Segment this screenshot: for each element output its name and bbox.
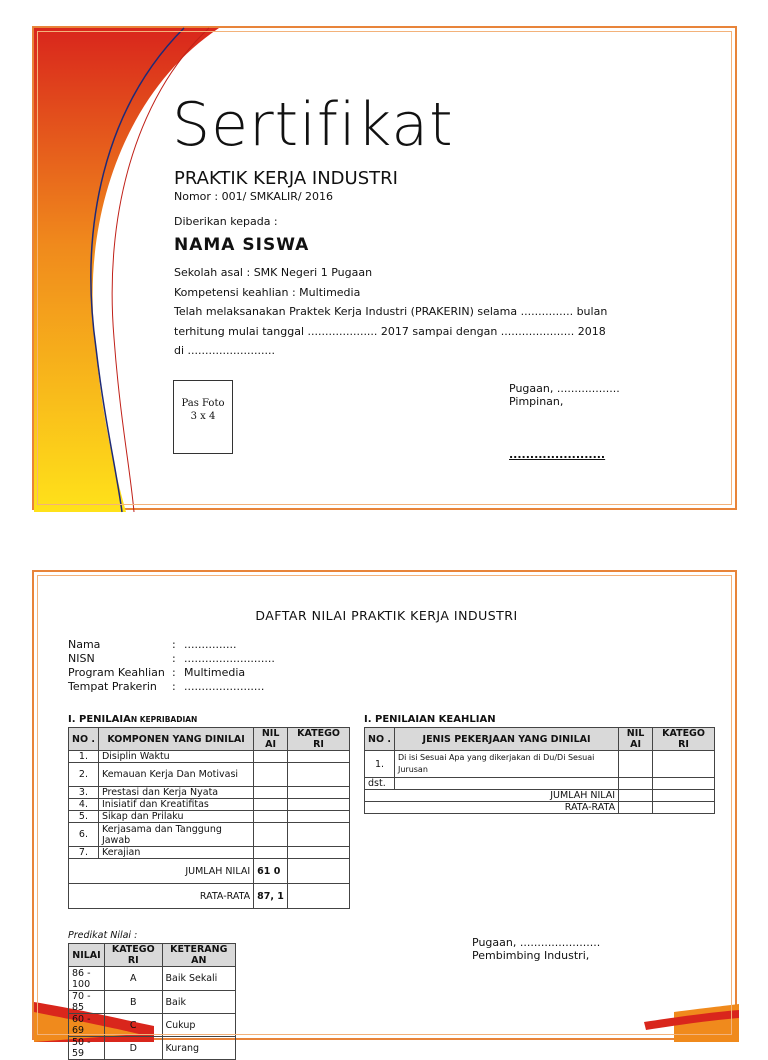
score-cell[interactable] [254, 811, 288, 823]
grades-signer-role: Pembimbing Industri, [472, 949, 590, 962]
category-cell: D [104, 1037, 162, 1060]
category-cell[interactable] [288, 787, 350, 799]
row-no: dst. [365, 778, 395, 790]
col-category: KATEGO RI [288, 728, 350, 751]
average-row [69, 884, 350, 909]
identity-label: Tempat Prakerin [68, 680, 157, 693]
identity-value: ....................... [184, 680, 265, 693]
score-cell[interactable] [254, 847, 288, 859]
col-category: KATEGO RI [653, 728, 715, 751]
school-line: Sekolah asal : SMK Negeri 1 Pugaan [174, 266, 373, 279]
average-value [619, 802, 653, 814]
row-item: Kerjasama dan Tanggung Jawab [98, 823, 253, 847]
table-row [69, 1014, 236, 1037]
identity-value: Multimedia [184, 666, 246, 679]
statement-line-2: terhitung mulai tanggal .................... 2017 sampai dengan ..................... 2018 [174, 325, 606, 338]
category-cell[interactable] [653, 751, 715, 778]
table-row [69, 991, 236, 1014]
total-row [69, 859, 350, 884]
total-value [619, 790, 653, 802]
average-category [288, 884, 350, 909]
table-row [69, 799, 350, 811]
identity-sep: : [172, 666, 176, 679]
table-row [69, 967, 236, 991]
row-item: Kemauan Kerja Dan Motivasi [98, 763, 253, 787]
average-label: RATA-RATA [365, 802, 619, 814]
certificate-subtitle: PRAKTIK KERJA INDUSTRI [174, 168, 398, 189]
col-description: KETERANG AN [162, 944, 235, 967]
category-cell[interactable] [288, 847, 350, 859]
average-value: 87, 1 [254, 884, 288, 909]
col-category: KATEGO RI [104, 944, 162, 967]
col-score: NIL AI [254, 728, 288, 751]
signer-role: Pimpinan, [509, 395, 564, 408]
score-cell[interactable] [254, 763, 288, 787]
personality-heading-main: I. PENILAIA [68, 714, 131, 725]
identity-sep: : [172, 638, 176, 651]
grades-title: DAFTAR NILAI PRAKTIK KERJA INDUSTRI [255, 608, 518, 623]
table-row [365, 751, 715, 778]
row-item: Kerajian [98, 847, 253, 859]
table-row [69, 823, 350, 847]
row-item: Prestasi dan Kerja Nyata [98, 787, 253, 799]
category-cell: A [104, 967, 162, 991]
row-no: 5. [69, 811, 99, 823]
range-cell: 50 - 59 [69, 1037, 105, 1060]
personality-heading-small: N KEPRIBADIAN [130, 715, 198, 724]
category-cell[interactable] [288, 763, 350, 787]
row-no: 7. [69, 847, 99, 859]
identity-label: NISN [68, 652, 95, 665]
average-label: RATA-RATA [69, 884, 254, 909]
given-to-label: Diberikan kepada : [174, 215, 278, 228]
competency-line: Kompetensi keahlian : Multimedia [174, 286, 361, 299]
category-cell[interactable] [288, 799, 350, 811]
score-cell[interactable] [254, 751, 288, 763]
total-label: JUMLAH NILAI [69, 859, 254, 884]
certificate-frame [32, 26, 737, 510]
row-item: Disiplin Waktu [98, 751, 253, 763]
row-item: Sikap dan Prilaku [98, 811, 253, 823]
identity-value: ............... [184, 638, 237, 651]
photo-placeholder [173, 380, 233, 454]
table-row [69, 751, 350, 763]
score-cell[interactable] [619, 751, 653, 778]
row-item: Inisiatif dan Kreatifitas [98, 799, 253, 811]
grades-place-date: Pugaan, ....................... [472, 936, 601, 949]
average-category [653, 802, 715, 814]
average-row [365, 802, 715, 814]
row-no: 2. [69, 763, 99, 787]
statement-line-1: Telah melaksanakan Praktek Kerja Industri (PRAKERIN) selama ............... bulan [174, 305, 608, 318]
score-cell[interactable] [254, 823, 288, 847]
row-no: 1. [365, 751, 395, 778]
row-no: 4. [69, 799, 99, 811]
identity-sep: : [172, 680, 176, 693]
category-cell: B [104, 991, 162, 1014]
table-row [69, 811, 350, 823]
identity-label: Nama [68, 638, 101, 651]
row-item[interactable] [394, 778, 618, 790]
statement-line-3: di ......................... [174, 344, 275, 357]
photo-label: Pas Foto [181, 398, 225, 409]
table-row [69, 847, 350, 859]
skills-heading: I. PENILAIAN KEAHLIAN [364, 714, 496, 725]
score-cell[interactable] [254, 787, 288, 799]
place-date: Pugaan, .................. [509, 382, 620, 395]
col-no: NO . [69, 728, 99, 751]
personality-heading [68, 714, 197, 725]
row-item: Di isi Sesuai Apa yang dikerjakan di Du/Di Sesuai Jurusan [394, 751, 618, 778]
range-cell: 60 - 69 [69, 1014, 105, 1037]
grades-frame [32, 570, 737, 1059]
identity-label: Program Keahlian [68, 666, 165, 679]
category-cell: C [104, 1014, 162, 1037]
description-cell: Baik Sekali [162, 967, 235, 991]
certificate-number: Nomor : 001/ SMKALIR/ 2016 [174, 190, 334, 203]
photo-size: 3 x 4 [190, 411, 216, 422]
table-row [365, 778, 715, 790]
student-name: NAMA SISWA [174, 235, 310, 255]
category-cell[interactable] [288, 823, 350, 847]
score-cell[interactable] [619, 778, 653, 790]
col-range: NILAI [69, 944, 105, 967]
category-cell[interactable] [288, 751, 350, 763]
total-category [288, 859, 350, 884]
description-cell: Cukup [162, 1014, 235, 1037]
predicate-heading: Predikat Nilai : [68, 930, 138, 941]
identity-sep: : [172, 652, 176, 665]
table-row [69, 1037, 236, 1060]
category-cell[interactable] [288, 811, 350, 823]
row-no: 3. [69, 787, 99, 799]
total-category [653, 790, 715, 802]
certificate-title: Sertifikat [172, 90, 454, 160]
col-score: NIL AI [619, 728, 653, 751]
category-cell[interactable] [653, 778, 715, 790]
signer-name: ....................... [509, 448, 606, 461]
col-job: JENIS PEKERJAAN YANG DINILAI [394, 728, 618, 751]
score-cell[interactable] [254, 799, 288, 811]
table-row [69, 787, 350, 799]
row-no: 1. [69, 751, 99, 763]
range-cell: 70 - 85 [69, 991, 105, 1014]
identity-list [68, 638, 314, 693]
table-row [69, 763, 350, 787]
total-row [365, 790, 715, 802]
col-no: NO . [365, 728, 395, 751]
predicate-table [68, 943, 236, 1060]
skills-table [364, 727, 715, 814]
range-cell: 86 - 100 [69, 967, 105, 991]
description-cell: Kurang [162, 1037, 235, 1060]
col-component: KOMPONEN YANG DINILAI [98, 728, 253, 751]
personality-table [68, 727, 350, 909]
total-value: 61 0 [254, 859, 288, 884]
identity-value: .......................... [184, 652, 275, 665]
row-no: 6. [69, 823, 99, 847]
description-cell: Baik [162, 991, 235, 1014]
total-label: JUMLAH NILAI [365, 790, 619, 802]
